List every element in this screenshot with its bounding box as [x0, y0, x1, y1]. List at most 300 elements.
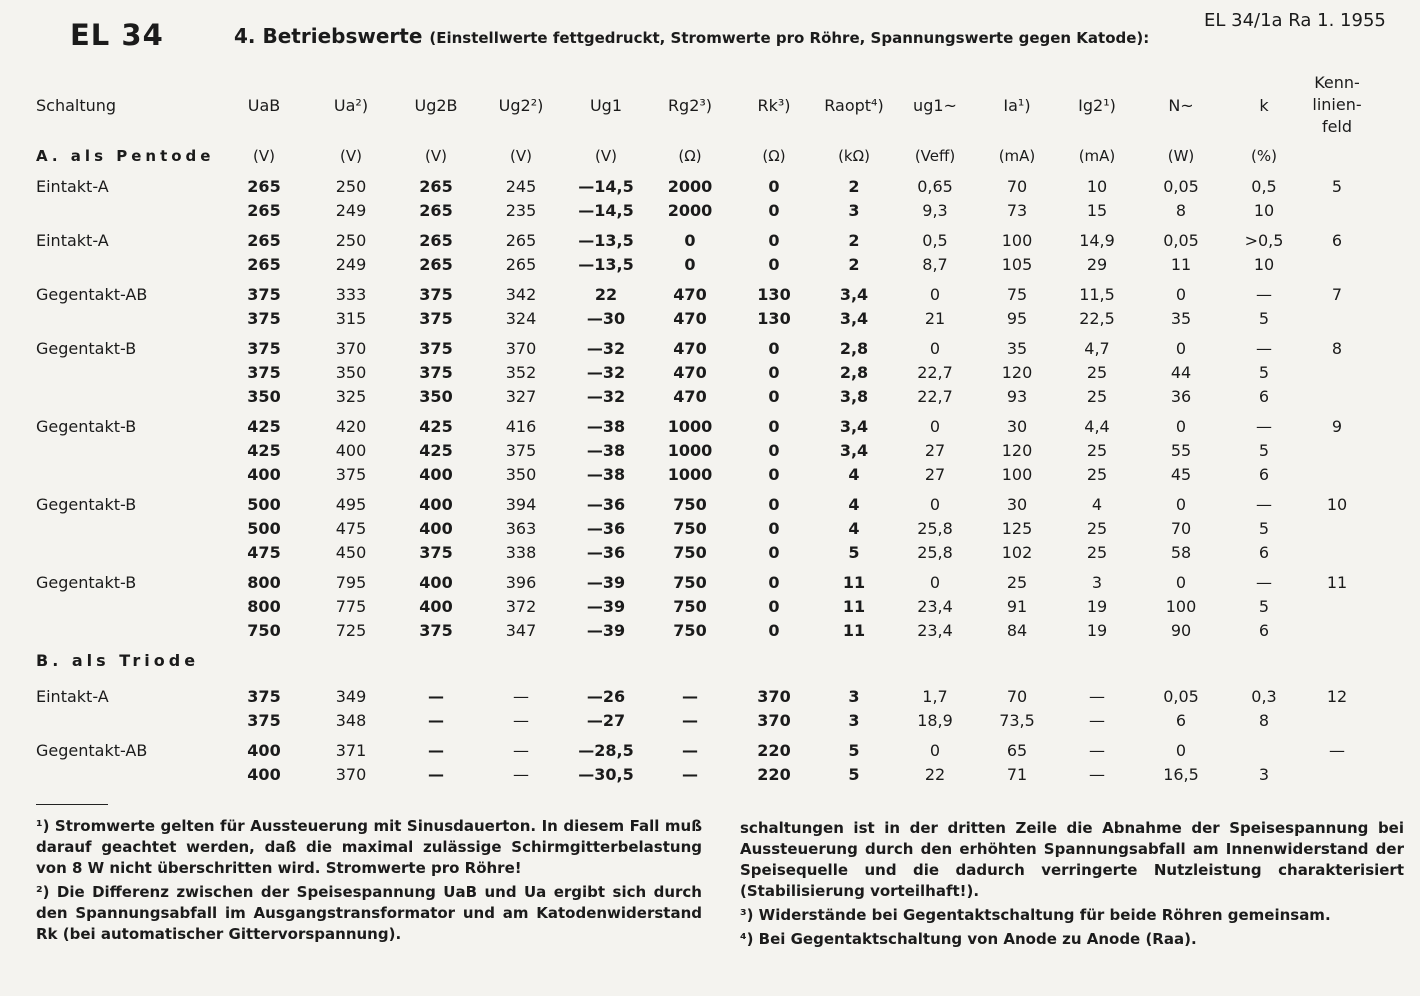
table-cell: 22	[594, 284, 618, 304]
table-cell: 1000	[667, 440, 713, 460]
table-cell: 265	[247, 176, 281, 196]
table-cell: —	[513, 686, 529, 706]
column-header-row	[30, 72, 1370, 138]
table-cell: 0	[929, 284, 941, 304]
row-circuit-label: Eintakt-A	[36, 176, 109, 196]
table-cell: 371	[335, 740, 367, 760]
table-cell: 350	[247, 386, 281, 406]
row-circuit-label	[30, 708, 220, 732]
column-unit: (V)	[340, 147, 362, 165]
table-cell: 130	[757, 308, 791, 328]
table-cell: 2000	[667, 200, 713, 220]
row-circuit-label	[30, 618, 220, 642]
footnote-2: ²) Die Differenz zwischen der Speisespannung UaB und Ua ergibt sich durch den Spannungsabfall im Ausgangstransformator und am Katodenwiderstand Rk (bei automatischer Gittervorspannung).	[36, 883, 702, 943]
table-cell: —38	[586, 416, 626, 436]
table-cell: 750	[673, 572, 707, 592]
table-cell: 11	[842, 620, 866, 640]
table-row	[30, 252, 1370, 276]
column-header: Ug1	[589, 95, 623, 115]
table-cell: 349	[335, 686, 367, 706]
table-row	[30, 708, 1370, 732]
table-cell: 6	[1258, 464, 1270, 484]
table-cell: 245	[505, 176, 537, 196]
table-cell: 400	[419, 464, 453, 484]
table-cell: 450	[335, 542, 367, 562]
table-cell: 372	[505, 596, 537, 616]
table-cell: 370	[757, 710, 791, 730]
table-row	[30, 384, 1370, 408]
table-cell: 363	[505, 518, 537, 538]
table-cell: 100	[1001, 230, 1033, 250]
row-circuit-label: Eintakt-A	[36, 686, 109, 706]
table-cell: —26	[586, 686, 626, 706]
table-cell: 36	[1170, 386, 1192, 406]
table-cell: 11	[1170, 254, 1192, 274]
table-cell: 0,05	[1163, 176, 1199, 196]
table-cell: 0,65	[917, 176, 953, 196]
column-unit	[1304, 138, 1370, 174]
table-cell: 250	[335, 230, 367, 250]
table-cell: 14,9	[1079, 230, 1115, 250]
table-cell: —14,5	[578, 176, 634, 196]
section-heading	[234, 24, 1149, 48]
unit-row	[30, 138, 1370, 174]
table-cell: —27	[586, 710, 626, 730]
table-cell: 10	[1326, 494, 1348, 514]
column-unit: (Ω)	[762, 147, 786, 165]
row-circuit-label: Gegentakt-B	[36, 572, 137, 592]
column-header: ug1~	[913, 95, 957, 115]
table-cell: 475	[247, 542, 281, 562]
column-unit: (%)	[1251, 147, 1277, 165]
table-cell: 400	[335, 440, 367, 460]
column-header: Ig2¹)	[1078, 95, 1116, 115]
table-cell: 0	[1175, 740, 1187, 760]
table-cell: 0,3	[1251, 686, 1277, 706]
table-cell: 10	[1086, 176, 1108, 196]
table-cell: 25	[1086, 362, 1108, 382]
table-cell: 2,8	[839, 338, 869, 358]
table-cell: 6	[1258, 386, 1270, 406]
row-circuit-label	[30, 198, 220, 222]
table-cell: 0	[768, 200, 780, 220]
column-header: Ug2B	[414, 95, 458, 115]
table-cell	[1304, 306, 1370, 330]
table-cell: —36	[586, 494, 626, 514]
table-cell: 350	[335, 362, 367, 382]
table-row	[30, 594, 1370, 618]
table-cell: 0	[768, 572, 780, 592]
table-cell: 375	[247, 308, 281, 328]
table-cell	[1304, 540, 1370, 564]
section-row-triode	[30, 642, 1370, 678]
table-cell: 5	[1258, 596, 1270, 616]
table-cell: 27	[924, 440, 946, 460]
table-cell: 0	[768, 620, 780, 640]
row-circuit-label	[30, 462, 220, 486]
column-unit: (Ω)	[678, 147, 702, 165]
section-title: 4. Betriebswerte	[234, 24, 423, 48]
table-cell: 250	[335, 176, 367, 196]
table-cell: 0	[768, 542, 780, 562]
table-cell: 1000	[667, 416, 713, 436]
table-cell: 0	[1175, 338, 1187, 358]
table-cell: 29	[1086, 254, 1108, 274]
table-cell: 375	[419, 284, 453, 304]
table-cell: 265	[247, 254, 281, 274]
table-cell: 0	[929, 740, 941, 760]
footnote-3: ³) Widerstände bei Gegentaktschaltung für beide Röhren gemeinsam.	[740, 906, 1331, 924]
table-cell: 0	[1175, 416, 1187, 436]
table-cell: 120	[1001, 440, 1033, 460]
table-cell: —	[1256, 338, 1272, 358]
table-cell: 338	[505, 542, 537, 562]
table-cell: 2	[848, 176, 860, 196]
table-cell: 2,8	[839, 362, 869, 382]
table-cell: 750	[673, 620, 707, 640]
table-cell: 265	[419, 176, 453, 196]
table-cell: 93	[1006, 386, 1028, 406]
table-cell: 75	[1006, 284, 1028, 304]
table-cell	[1304, 384, 1370, 408]
table-cell: 3	[1258, 764, 1270, 784]
table-cell: 800	[247, 572, 281, 592]
table-cell: 23,4	[917, 620, 953, 640]
column-unit: (V)	[595, 147, 617, 165]
column-unit: (V)	[510, 147, 532, 165]
column-unit: (V)	[253, 147, 275, 165]
table-cell: 70	[1006, 686, 1028, 706]
table-cell: 5	[1258, 518, 1270, 538]
table-cell: 750	[673, 542, 707, 562]
row-circuit-label: Gegentakt-AB	[36, 740, 148, 760]
table-cell: 400	[247, 764, 281, 784]
table-cell: —30	[586, 308, 626, 328]
table-row	[30, 462, 1370, 486]
table-cell	[1304, 762, 1370, 786]
table-cell	[1304, 438, 1370, 462]
table-cell: 416	[505, 416, 537, 436]
table-cell: 5	[1331, 176, 1343, 196]
column-unit: (W)	[1167, 147, 1195, 165]
table-row	[30, 684, 1370, 708]
table-cell: 8	[1258, 710, 1270, 730]
table-row	[30, 492, 1370, 516]
row-circuit-label: Eintakt-A	[36, 230, 109, 250]
table-cell: 70	[1006, 176, 1028, 196]
table-cell: 11	[842, 596, 866, 616]
column-unit: (kΩ)	[838, 147, 870, 165]
table-row	[30, 282, 1370, 306]
table-cell: —	[1256, 284, 1272, 304]
row-circuit-label	[30, 306, 220, 330]
table-cell: 470	[673, 284, 707, 304]
table-cell: 0	[929, 338, 941, 358]
table-cell: —	[1329, 740, 1345, 760]
table-cell: 0	[684, 254, 696, 274]
table-cell: 22	[924, 764, 946, 784]
table-cell: 4,7	[1084, 338, 1110, 358]
table-cell: 375	[419, 338, 453, 358]
table-row	[30, 516, 1370, 540]
row-circuit-label: Gegentakt-B	[36, 416, 137, 436]
table-cell: —30,5	[578, 764, 634, 784]
table-cell: 2	[848, 230, 860, 250]
table-cell: 0	[1175, 284, 1187, 304]
table-cell: 0	[929, 416, 941, 436]
table-cell: 45	[1170, 464, 1192, 484]
section-subtitle: (Einstellwerte fettgedruckt, Stromwerte pro Röhre, Spannungswerte gegen Katode):	[429, 29, 1150, 47]
table-cell: 0	[768, 440, 780, 460]
table-cell: 0	[684, 230, 696, 250]
table-row	[30, 438, 1370, 462]
row-circuit-label	[30, 438, 220, 462]
table-cell: 3,4	[839, 440, 869, 460]
table-cell: 15	[1086, 200, 1108, 220]
table-cell: 235	[505, 200, 537, 220]
table-cell: 500	[247, 518, 281, 538]
table-cell: 0,5	[922, 230, 948, 250]
column-header: Schaltung	[36, 95, 117, 115]
table-cell: 396	[505, 572, 537, 592]
table-cell: 21	[924, 308, 946, 328]
table-cell: 8	[1175, 200, 1187, 220]
table-cell: 0,05	[1163, 686, 1199, 706]
section-label-triode: B. als Triode	[36, 650, 200, 670]
table-cell: 30	[1006, 416, 1028, 436]
table-cell	[1304, 462, 1370, 486]
table-cell: 400	[419, 494, 453, 514]
table-cell: 249	[335, 254, 367, 274]
table-cell: 3,4	[839, 284, 869, 304]
table-cell: 18,9	[917, 710, 953, 730]
table-cell: 35	[1006, 338, 1028, 358]
table-cell: 102	[1001, 542, 1033, 562]
table-cell: —	[1089, 686, 1105, 706]
table-cell: 44	[1170, 362, 1192, 382]
table-cell: 750	[673, 518, 707, 538]
table-cell: 249	[335, 200, 367, 220]
table-cell: 9,3	[922, 200, 948, 220]
table-cell: 7	[1331, 284, 1343, 304]
table-cell: 23,4	[917, 596, 953, 616]
table-cell: 265	[247, 230, 281, 250]
table-cell: 375	[505, 440, 537, 460]
table-row	[30, 762, 1370, 786]
table-row	[30, 738, 1370, 762]
column-header: Ua²)	[333, 95, 369, 115]
table-cell: 5	[1258, 362, 1270, 382]
table-cell: 347	[505, 620, 537, 640]
table-cell: 3	[848, 200, 860, 220]
table-cell: 27	[924, 464, 946, 484]
table-cell: 12	[1326, 686, 1348, 706]
column-header: N~	[1168, 95, 1194, 115]
table-cell: 333	[335, 284, 367, 304]
column-header: Ug2²)	[498, 95, 544, 115]
table-cell: 324	[505, 308, 537, 328]
table-cell: 375	[247, 362, 281, 382]
table-cell: >0,5	[1244, 230, 1284, 250]
table-cell: 352	[505, 362, 537, 382]
table-row	[30, 336, 1370, 360]
table-cell: 375	[247, 686, 281, 706]
table-cell	[1304, 618, 1370, 642]
table-cell: 0	[768, 464, 780, 484]
table-cell: 375	[419, 620, 453, 640]
table-cell	[1304, 198, 1370, 222]
table-cell: 1000	[667, 464, 713, 484]
table-cell: 3	[848, 686, 860, 706]
table-cell: 11,5	[1079, 284, 1115, 304]
table-cell: 65	[1006, 740, 1028, 760]
table-cell: 0	[768, 176, 780, 196]
table-cell: 25	[1006, 572, 1028, 592]
table-cell: —	[428, 686, 444, 706]
table-cell: 25	[1086, 464, 1108, 484]
table-cell: —36	[586, 542, 626, 562]
table-cell: 265	[419, 254, 453, 274]
table-cell	[1224, 738, 1304, 762]
table-cell: 327	[505, 386, 537, 406]
table-cell: 750	[673, 596, 707, 616]
table-cell: 5	[1258, 308, 1270, 328]
table-cell: 70	[1170, 518, 1192, 538]
table-cell: 0	[929, 572, 941, 592]
table-cell: 11	[842, 572, 866, 592]
table-cell: 350	[505, 464, 537, 484]
table-cell: 375	[247, 338, 281, 358]
table-cell: 425	[419, 416, 453, 436]
table-cell: 0	[768, 416, 780, 436]
table-cell: 71	[1006, 764, 1028, 784]
row-circuit-label	[30, 360, 220, 384]
table-cell: 16,5	[1163, 764, 1199, 784]
table-cell: 265	[505, 254, 537, 274]
table-cell: 0	[929, 494, 941, 514]
table-cell: 2	[848, 254, 860, 274]
section-label-pentode: A. als Pentode	[36, 147, 215, 165]
table-cell: 105	[1001, 254, 1033, 274]
row-circuit-label: Gegentakt-AB	[36, 284, 148, 304]
table-cell: 470	[673, 362, 707, 382]
table-cell: —	[682, 764, 698, 784]
table-cell: 3	[848, 710, 860, 730]
table-cell: 130	[757, 284, 791, 304]
column-header: Kenn- linien- feld	[1312, 73, 1362, 136]
table-row	[30, 174, 1370, 198]
table-cell: 500	[247, 494, 281, 514]
column-header: k	[1259, 95, 1269, 115]
table-cell: 1,7	[922, 686, 948, 706]
table-cell: 2000	[667, 176, 713, 196]
table-cell: —39	[586, 596, 626, 616]
table-cell: —38	[586, 440, 626, 460]
table-row	[30, 228, 1370, 252]
table-cell: 750	[247, 620, 281, 640]
row-circuit-label	[30, 516, 220, 540]
table-cell: 420	[335, 416, 367, 436]
table-cell: 425	[247, 416, 281, 436]
table-cell: 800	[247, 596, 281, 616]
table-cell: 0	[768, 230, 780, 250]
table-cell: 4,4	[1084, 416, 1110, 436]
table-cell: 5	[848, 764, 860, 784]
table-cell: 348	[335, 710, 367, 730]
table-row	[30, 570, 1370, 594]
table-cell: 8,7	[922, 254, 948, 274]
table-cell: 95	[1006, 308, 1028, 328]
column-unit: (mA)	[1078, 147, 1116, 165]
table-row	[30, 360, 1370, 384]
table-row	[30, 198, 1370, 222]
table-cell: 375	[247, 710, 281, 730]
table-cell: 0	[768, 362, 780, 382]
table-cell: 495	[335, 494, 367, 514]
table-cell: 470	[673, 308, 707, 328]
table-cell: 394	[505, 494, 537, 514]
table-row	[30, 618, 1370, 642]
table-cell: 90	[1170, 620, 1192, 640]
row-circuit-label: Gegentakt-B	[36, 494, 137, 514]
table-cell: 3,8	[839, 386, 869, 406]
table-cell: 265	[419, 230, 453, 250]
table-cell: —	[428, 710, 444, 730]
table-cell: —	[513, 740, 529, 760]
table-cell: —	[1089, 710, 1105, 730]
table-cell: 0	[768, 254, 780, 274]
row-circuit-label	[30, 540, 220, 564]
table-cell: 25,8	[917, 518, 953, 538]
footnote-2-continued: schaltungen ist in der dritten Zeile die Abnahme der Speisespannung bei Aussteuerung durch den erhöhten Spannungsabfall am Innenwiderstand der Speisequelle und die dadurch verringerte Nutzleistung charakterisiert (Stabilisierung vorteilhaft!).	[740, 819, 1404, 900]
table-cell: 0	[1175, 494, 1187, 514]
table-cell: 6	[1175, 710, 1187, 730]
table-cell: —39	[586, 620, 626, 640]
table-cell: —	[1256, 416, 1272, 436]
table-cell: 22,7	[917, 386, 953, 406]
column-header: UaB	[247, 95, 281, 115]
table-cell: —14,5	[578, 200, 634, 220]
table-cell: —13,5	[578, 254, 634, 274]
table-cell: 425	[247, 440, 281, 460]
table-cell: 370	[335, 764, 367, 784]
table-cell: 265	[505, 230, 537, 250]
table-cell: 220	[757, 740, 791, 760]
column-unit: (mA)	[998, 147, 1036, 165]
table-cell: —38	[586, 464, 626, 484]
column-unit: (Veff)	[914, 147, 956, 165]
table-cell	[1304, 594, 1370, 618]
table-cell: 470	[673, 386, 707, 406]
table-cell: 6	[1258, 542, 1270, 562]
table-cell: 375	[335, 464, 367, 484]
table-cell: 400	[419, 596, 453, 616]
table-cell: 100	[1001, 464, 1033, 484]
table-cell: 795	[335, 572, 367, 592]
row-circuit-label	[30, 594, 220, 618]
table-cell: 400	[419, 572, 453, 592]
table-cell: 3,4	[839, 308, 869, 328]
footnote-4: ⁴) Bei Gegentaktschaltung von Anode zu Anode (Raa).	[740, 930, 1197, 948]
row-circuit-label	[30, 762, 220, 786]
table-cell: 25	[1086, 440, 1108, 460]
table-cell: 375	[419, 542, 453, 562]
table-cell: 342	[505, 284, 537, 304]
table-cell: 22,7	[917, 362, 953, 382]
table-cell: —	[1256, 572, 1272, 592]
table-cell: 265	[247, 200, 281, 220]
table-cell: 84	[1006, 620, 1028, 640]
